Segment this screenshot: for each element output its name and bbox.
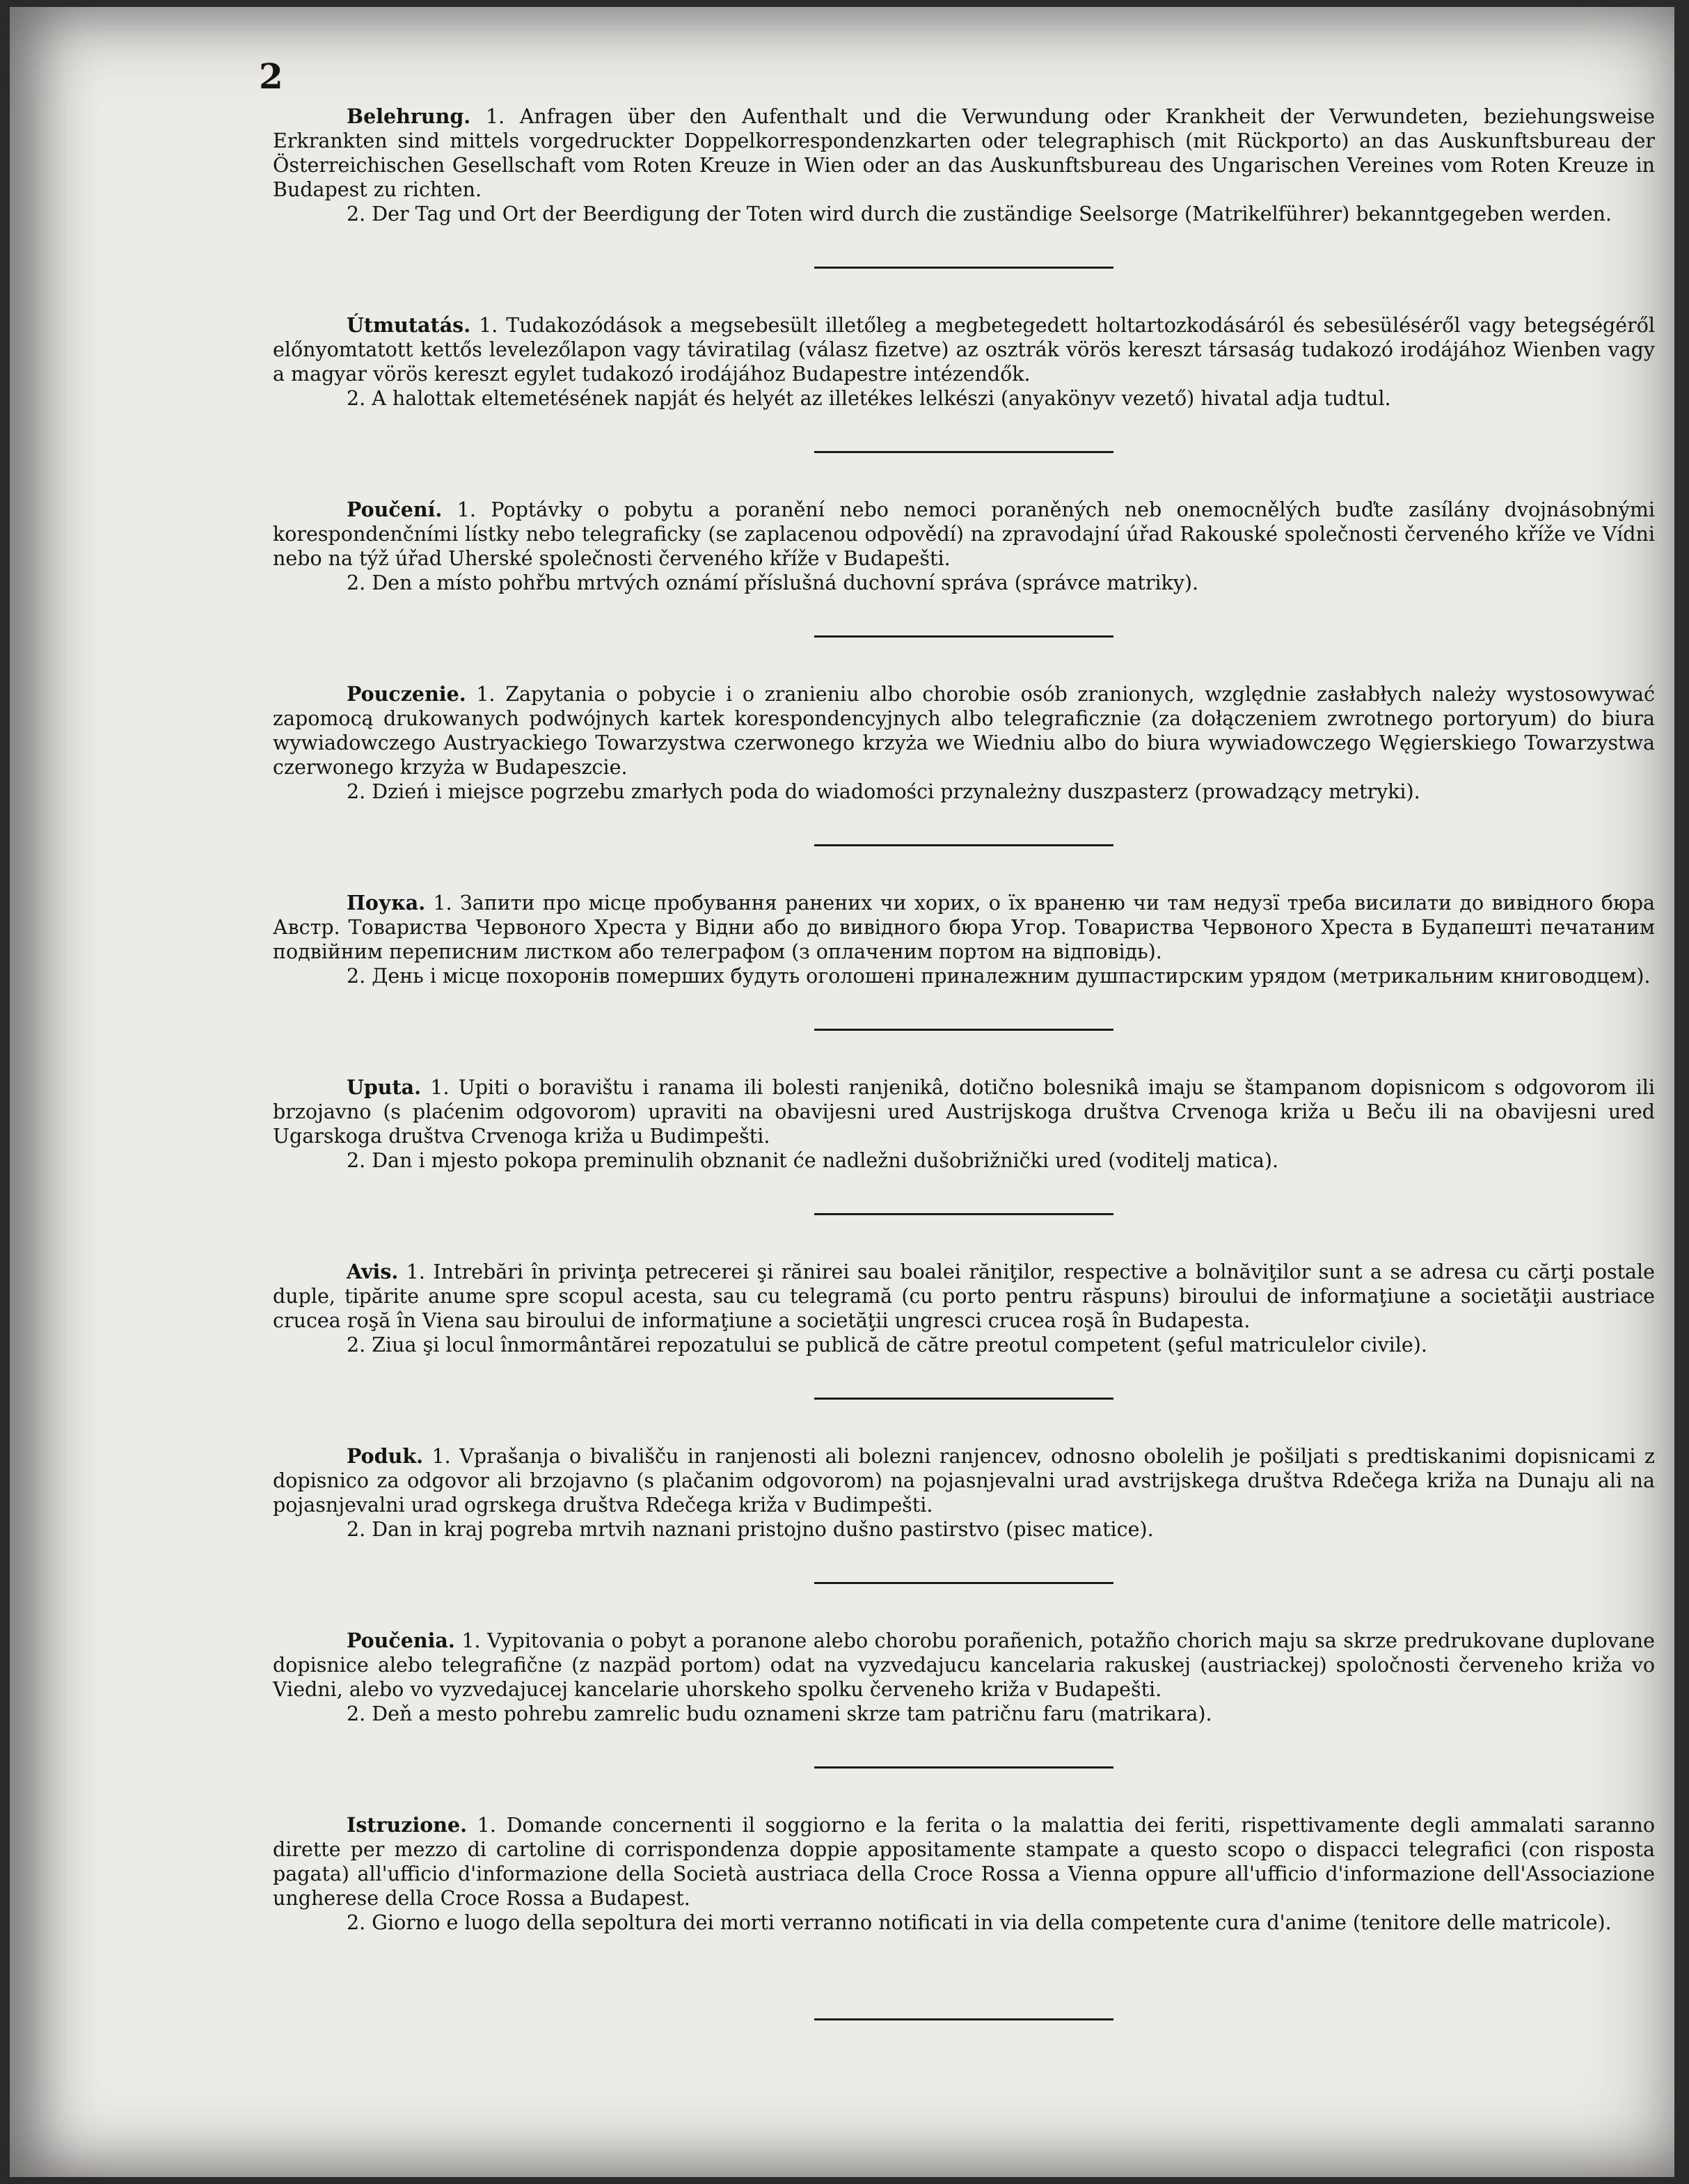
instructions-content bbox=[273, 104, 1655, 2065]
divider-rule bbox=[814, 635, 1113, 638]
section-paragraph-1 bbox=[273, 1813, 1655, 1910]
section-text-1: 1. Intrebări în privinţa petrecerei şi rănirei sau boalei răniţilor, respective a bolnăviţilor sunt a se adresa cu cărţi postale duple, tipărite anume spre scopul acesta, sau cu telegramă (cu porto pentru răspuns) biroului de informaţiune a societăţii austriace crucea roşă în Viena sau biroului de informaţiune a societăţii ungresci crucea roşă în Budapesta. bbox=[273, 1260, 1656, 1332]
section-text-1: 1. Anfragen über den Aufenthalt und die Verwundung oder Krankheit der Verwundeten, beziehungsweise Erkrankten sind mittels vorgedruckter Doppelkorrespondenzkarten oder telegraphisch (mit Rückporto) an das Auskunftsbureau der Österreichischen Gesellschaft vom Roten Kreuze in Wien oder an das Auskunftsbureau des Ungarischen Vereines vom Roten Kreuze in Budapest zu richten. bbox=[273, 105, 1655, 201]
section-text-1: 1. Zapytania o pobycie i o zranieniu albo chorobie osób zranionych, względnie zasłabłych należy wystosowywać zapomocą drukowanych podwójnych kartek korespondencyjnych albo telegraficznie (za dołączeniem zwrotnego portoryum) do biura wywiadowczego Austryackiego Towarzystwa czerwonego krzyża we Wiedniu albo do biura wywiadowczego Węgierskiego Towarzystwa czerwonego krzyża w Budapeszcie. bbox=[273, 683, 1656, 779]
section-paragraph-1 bbox=[273, 313, 1655, 386]
divider-rule bbox=[814, 451, 1113, 453]
section-paragraph-1 bbox=[273, 1444, 1655, 1517]
section-text-1: 1. Vprašanja o bivališču in ranjenosti ali bolezni ranjencev, odnosno obolelih je pošiljati s predtiskanimi dopisnicami z dopisnico za odgovor ali brzojavno (s plačanim odgovorom) na pojasnjevalni urad avstrijskega društva Rdečega križa na Dunaju ali na pojasnjevalni urad ogrskega društva Rdečega križa v Budimpešti. bbox=[273, 1445, 1655, 1517]
section-text-1: 1. Upiti o boravištu i ranama ili bolesti ranjenikâ, dotično bolesnikâ imaju se štampanom dopisnicom s odgovorom ili brzojavno (s plaćenim odgovorom) upraviti na obavijesni ured Austrijskoga društva Crvenoga križa u Beču ili na obavijesni ured Ugarskoga društva Crvenoga križa u Budimpešti. bbox=[273, 1076, 1655, 1148]
section-heading: Poučení. bbox=[347, 498, 443, 521]
section-polish bbox=[273, 682, 1655, 804]
section-romanian bbox=[273, 1260, 1655, 1357]
section-paragraph-1 bbox=[273, 891, 1655, 964]
section-heading: Poduk. bbox=[347, 1444, 423, 1468]
section-text-1: 1. Vypitovania o pobyt a poranone alebo chorobu porañenich, potažño chorich maju sa skrze predrukovane duplovane dopisnice alebo telegrafične (z nazpäd portom) odat na vyzvedajucu kancelaria rakuskej (austriackej) spoločnosti červeneho križa vo Viedni, alebo vo vyzvedajucej kancelarie uhorskeho spolku červeneho križa v Budapešti. bbox=[273, 1629, 1655, 1701]
section-slovak bbox=[273, 1629, 1655, 1726]
section-paragraph-2: 2. Der Tag und Ort der Beerdigung der Toten wird durch die zuständige Seelsorge (Matrikelführer) bekanntgegeben werden. bbox=[347, 203, 1612, 225]
divider-rule bbox=[814, 1029, 1113, 1031]
section-paragraph-2: 2. A halottak eltemetésének napját és helyét az illetékes lelkészi (anyakönyv vezető) hivatal adja tudtul. bbox=[347, 387, 1391, 410]
section-text-1: 1. Poptávky o pobytu a poranění nebo nemoci poraněných neb onemocnělých buďte zasílány dvojnásobnými korespondenčními lístky nebo telegraficky (se zaplacenou odpovědí) na zpravodajní úřad Rakouské společnosti červeného kříže ve Vídni nebo na týž úřad Uherské společnosti červeného kříže v Budapešti. bbox=[273, 498, 1655, 570]
section-text-1: 1. Domande concernenti il soggiorno e la ferita o la malattia dei feriti, rispettivamente degli ammalati saranno dirette per mezzo di cartoline di corrispondenza doppie appositamente stampate a questo scopo o dispacci telegrafici (con risposta pagata) all'ufficio d'informazione della Società austriaca della Croce Rossa a Vienna oppure all'ufficio d'informazione dell'Associazione ungherese della Croce Rossa a Budapest. bbox=[273, 1814, 1656, 1910]
section-paragraph-1 bbox=[273, 498, 1655, 571]
divider-rule bbox=[814, 844, 1113, 846]
divider-rule bbox=[814, 267, 1113, 269]
section-paragraph-2: 2. День і місце похоронів померших будуть оголошені приналежним душпастирским урядом (метрикальним книговодцем). bbox=[347, 965, 1651, 988]
section-heading: Poučenia. bbox=[347, 1629, 455, 1652]
section-heading: Uputa. bbox=[347, 1075, 422, 1099]
section-text-1: 1. Tudakozódások a megsebesült illetőleg a megbetegedett holtartozkodásáról és sebesüléséről vagy betegségéről előnyomtatott kettős levelezőlapon vagy táviratilag (válasz fizetve) az osztrák vörös kereszt társaság tudakozó irodájához Wienben vagy a magyar vörös kereszt egylet tudakozó irodájához Budapestre intézendők. bbox=[273, 314, 1655, 386]
section-paragraph-1 bbox=[273, 1075, 1655, 1148]
section-heading: Pouczenie. bbox=[347, 682, 466, 706]
divider-rule bbox=[814, 2018, 1113, 2020]
divider-rule bbox=[814, 1766, 1113, 1768]
section-heading: Istruzione. bbox=[347, 1813, 468, 1837]
divider-rule bbox=[814, 1582, 1113, 1584]
section-heading: Avis. bbox=[347, 1260, 399, 1283]
section-paragraph-1 bbox=[273, 1629, 1655, 1702]
document-page bbox=[10, 7, 1674, 2177]
page-number: 2 bbox=[259, 56, 283, 97]
section-paragraph-1 bbox=[273, 104, 1655, 202]
divider-rule bbox=[814, 1213, 1113, 1215]
section-paragraph-2: 2. Dzień i miejsce pogrzebu zmarłych poda do wiadomości przynależny duszpasterz (prowadzący metryki). bbox=[347, 780, 1420, 803]
section-croatian bbox=[273, 1075, 1655, 1173]
section-italian bbox=[273, 1813, 1655, 1935]
section-czech bbox=[273, 498, 1655, 595]
section-heading: Belehrung. bbox=[347, 104, 471, 128]
section-ukrainian bbox=[273, 891, 1655, 988]
section-paragraph-2: 2. Deň a mesto pohrebu zamrelic budu oznameni skrze tam patričnu faru (matrikara). bbox=[347, 1702, 1212, 1725]
section-hungarian bbox=[273, 313, 1655, 411]
section-paragraph-2: 2. Dan in kraj pogreba mrtvih naznani pristojno dušno pastirstvo (pisec matice). bbox=[347, 1518, 1154, 1541]
section-paragraph-2: 2. Den a místo pohřbu mrtvých oznámí příslušná duchovní správa (správce matriky). bbox=[347, 571, 1199, 594]
section-paragraph-2: 2. Dan i mjesto pokopa preminulih obznanit će nadležni dušobrižnički ured (voditelj matica). bbox=[347, 1149, 1278, 1172]
section-paragraph-1 bbox=[273, 1260, 1655, 1333]
section-heading: Útmutatás. bbox=[347, 313, 471, 337]
section-slovenian bbox=[273, 1444, 1655, 1542]
section-paragraph-2: 2. Giorno e luogo della sepoltura dei morti verranno notificati in via della competente cura d'anime (tenitore delle matricole). bbox=[347, 1911, 1612, 1934]
divider-rule bbox=[814, 1398, 1113, 1400]
section-paragraph-2: 2. Ziua şi locul înmormântărei repozatului se publică de către preotul competent (şeful matriculelor civile). bbox=[347, 1334, 1427, 1356]
section-text-1: 1. Запити про місце пробування ранених чи хорих, о їх враненю чи там недузї треба висилати до вивідного бюра Австр. Товариства Червоного Хреста у Відни або до вивідного бюра Угор. Товариства Червоного Хреста в Будапешті печатаним подвійним переписним листком або телеграфом (з оплаченим портом на відповідь). bbox=[273, 892, 1656, 963]
section-german bbox=[273, 104, 1655, 226]
section-paragraph-1 bbox=[273, 682, 1655, 780]
section-heading: Поука. bbox=[347, 891, 426, 915]
